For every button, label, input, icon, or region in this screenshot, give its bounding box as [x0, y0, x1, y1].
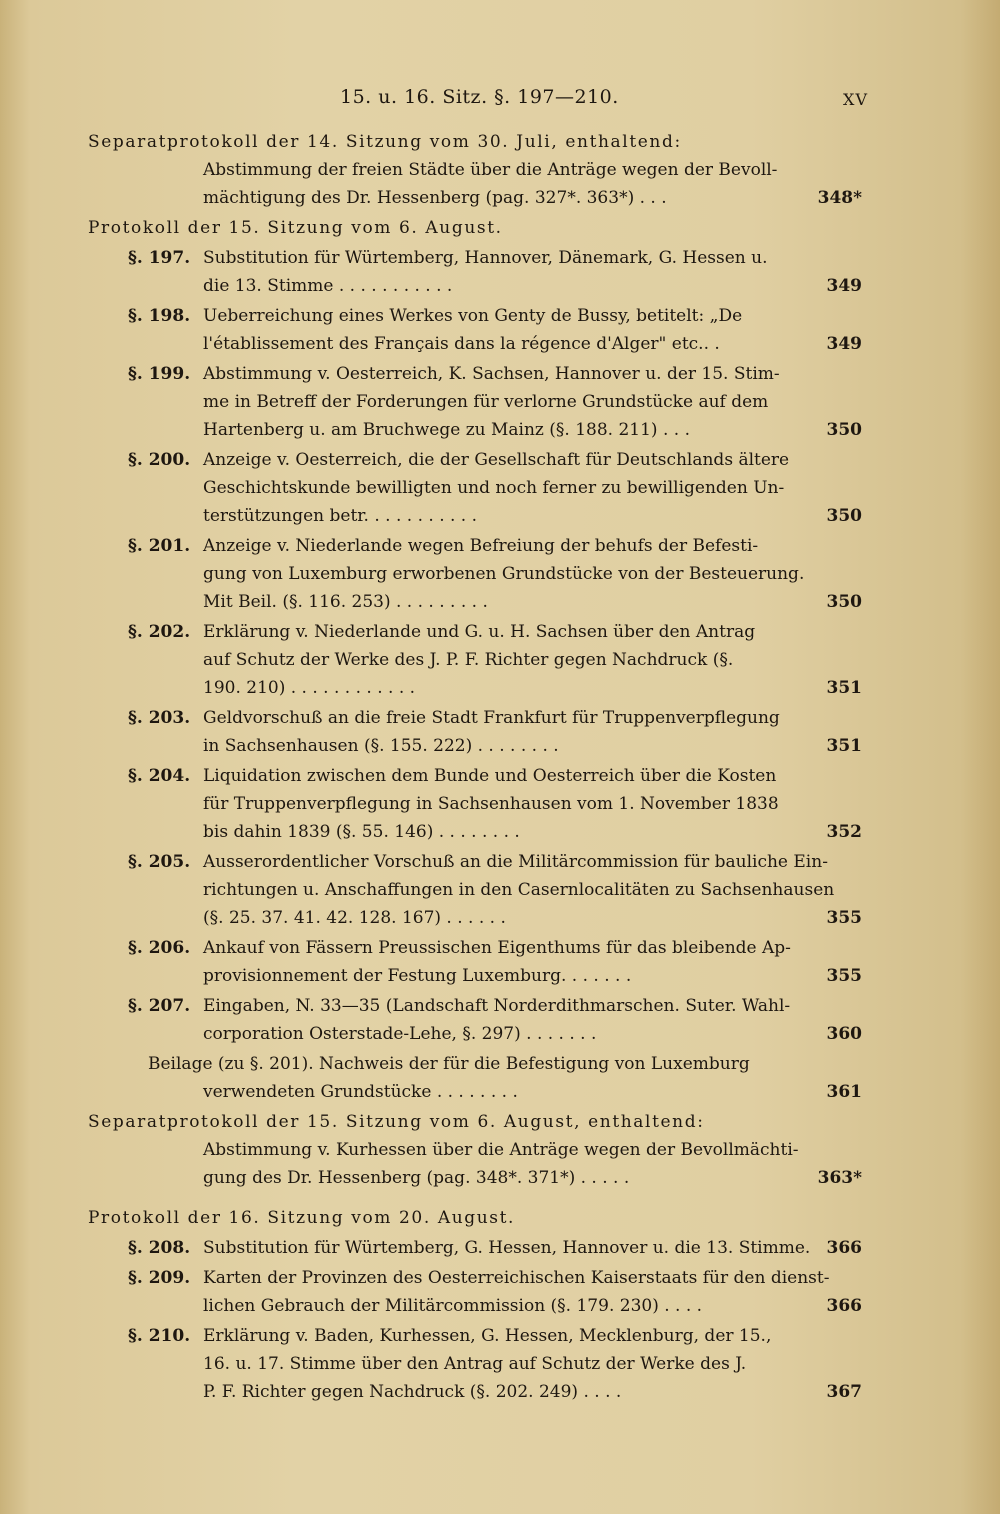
entry-text: Karten der Provinzen des Oesterreichischen Kaiserstaats für den dienst-: [203, 1268, 830, 1288]
entry-text: Anzeige v. Niederlande wegen Befreiung der behufs der Befesti-: [203, 536, 759, 556]
entry-text: auf Schutz der Werke des J. P. F. Richter gegen Nachdruck (§.: [203, 650, 734, 670]
paragraph-number: §. 207.: [128, 996, 191, 1016]
toc-heading-protokoll-16: [88, 1204, 862, 1232]
entry-text: Abstimmung v. Oesterreich, K. Sachsen, Hannover u. der 15. Stim-: [203, 364, 780, 384]
section-heading: Separatprotokoll der 15. Sitzung vom 6. August, enthaltend:: [88, 1112, 705, 1132]
entry-text: Geschichtskunde bewilligten und noch ferner zu bewilligenden Un-: [203, 478, 785, 498]
page-number: 351: [826, 678, 862, 698]
entry-text: bis dahin 1839 (§. 55. 146) . . . . . . . .: [203, 822, 520, 842]
page-roman-numeral: XV: [843, 90, 868, 109]
toc-entry: [88, 302, 862, 358]
entry-text: Erklärung v. Niederlande und G. u. H. Sachsen über den Antrag: [203, 622, 756, 642]
entry-text: corporation Osterstade-Lehe, §. 297) . . . . . . .: [203, 1024, 597, 1044]
entry-text: in Sachsenhausen (§. 155. 222) . . . . . . . .: [203, 736, 559, 756]
entry-text: Abstimmung der freien Städte über die Anträge wegen der Bevoll-: [203, 160, 778, 180]
entry-text: verwendeten Grundstücke . . . . . . . .: [203, 1082, 518, 1102]
entry-text: richtungen u. Anschaffungen in den Casernlocalitäten zu Sachsenhausen: [203, 880, 835, 900]
section-heading: Separatprotokoll der 14. Sitzung vom 30. Juli, enthaltend:: [88, 132, 682, 152]
toc-entry: [88, 446, 862, 530]
toc-entry: [88, 762, 862, 846]
entry-text: Beilage (zu §. 201). Nachweis der für die Befestigung von Luxemburg: [148, 1054, 750, 1074]
toc-entry: [88, 532, 862, 616]
paragraph-number: §. 202.: [128, 622, 191, 642]
entry-text: Ueberreichung eines Werkes von Genty de Bussy, betitelt: „De: [203, 306, 743, 326]
toc-entry: [88, 360, 862, 444]
entry-text: gung des Dr. Hessenberg (pag. 348*. 371*) . . . . .: [203, 1168, 630, 1188]
toc-entry-separatprotokoll-15: [88, 1108, 862, 1192]
entry-text: Substitution für Würtemberg, G. Hessen, Hannover u. die 13. Stimme.: [203, 1238, 811, 1258]
page-number: 366: [826, 1296, 862, 1316]
page-number: 348*: [817, 188, 862, 208]
paragraph-number: §. 208.: [128, 1238, 191, 1258]
entry-text: für Truppenverpflegung in Sachsenhausen vom 1. November 1838: [203, 794, 779, 814]
toc-entry: [88, 848, 862, 932]
page-number: 360: [826, 1024, 862, 1044]
toc-entry: [88, 1264, 862, 1320]
paragraph-number: §. 201.: [128, 536, 191, 556]
entry-text: Substitution für Würtemberg, Hannover, Dänemark, G. Hessen u.: [203, 248, 768, 268]
header-title: 15. u. 16. Sitz. §. 197—210.: [340, 86, 619, 108]
entry-text: lichen Gebrauch der Militärcommission (§. 179. 230) . . . .: [203, 1296, 703, 1316]
entry-text: gung von Luxemburg erworbenen Grundstücke von der Besteuerung.: [203, 564, 805, 584]
paragraph-number: §. 199.: [128, 364, 191, 384]
paragraph-number: §. 198.: [128, 306, 191, 326]
toc-entry-separatprotokoll-14: [88, 128, 862, 212]
section-heading: Protokoll der 16. Sitzung vom 20. August.: [88, 1208, 516, 1228]
running-header: [0, 86, 1000, 116]
paragraph-number: §. 204.: [128, 766, 191, 786]
entry-text: l'établissement des Français dans la régence d'Alger" etc.. .: [203, 334, 720, 354]
page-number: 349: [826, 276, 862, 296]
toc-entry: [88, 244, 862, 300]
entry-text: mächtigung des Dr. Hessenberg (pag. 327*. 363*) . . .: [203, 188, 667, 208]
entry-text: Ankauf von Fässern Preussischen Eigenthums für das bleibende Ap-: [203, 938, 791, 958]
paragraph-number: §. 206.: [128, 938, 191, 958]
entry-text: Eingaben, N. 33—35 (Landschaft Norderdithmarschen. Suter. Wahl-: [203, 996, 791, 1016]
entry-text: 190. 210) . . . . . . . . . . . .: [203, 678, 416, 698]
paragraph-number: §. 209.: [128, 1268, 191, 1288]
paragraph-number: §. 205.: [128, 852, 191, 872]
entry-text: terstützungen betr. . . . . . . . . . .: [203, 506, 478, 526]
entry-text: Liquidation zwischen dem Bunde und Oesterreich über die Kosten: [203, 766, 777, 786]
paragraph-number: §. 200.: [128, 450, 191, 470]
entry-text: Abstimmung v. Kurhessen über die Anträge wegen der Bevollmächti-: [203, 1140, 799, 1160]
page-number: 363*: [817, 1168, 862, 1188]
entry-text: P. F. Richter gegen Nachdruck (§. 202. 249) . . . .: [203, 1382, 622, 1402]
section-heading: Protokoll der 15. Sitzung vom 6. August.: [88, 218, 503, 238]
entry-text: Hartenberg u. am Bruchwege zu Mainz (§. 188. 211) . . .: [203, 420, 690, 440]
page-number: 367: [826, 1382, 862, 1402]
entry-text: 16. u. 17. Stimme über den Antrag auf Schutz der Werke des J.: [203, 1354, 747, 1374]
toc-entry: [88, 934, 862, 990]
entry-text: provisionnement der Festung Luxemburg. . . . . . .: [203, 966, 632, 986]
toc-heading-protokoll-15: [88, 214, 862, 242]
page-number: 355: [826, 966, 862, 986]
toc-entry: [88, 1322, 862, 1406]
page-number: 361: [826, 1082, 862, 1102]
toc-entry: [88, 618, 862, 702]
paragraph-number: §. 203.: [128, 708, 191, 728]
table-of-contents: [88, 128, 862, 1408]
toc-entry-beilage: [88, 1050, 862, 1106]
paragraph-number: §. 210.: [128, 1326, 191, 1346]
page-number: 349: [826, 334, 862, 354]
page-number: 351: [826, 736, 862, 756]
page-number: 350: [826, 592, 862, 612]
toc-entry: [88, 1234, 862, 1262]
entry-text: me in Betreff der Forderungen für verlorne Grundstücke auf dem: [203, 392, 769, 412]
entry-text: (§. 25. 37. 41. 42. 128. 167) . . . . . .: [203, 908, 506, 928]
entry-text: die 13. Stimme . . . . . . . . . . .: [203, 276, 453, 296]
entry-text: Geldvorschuß an die freie Stadt Frankfurt für Truppenverpflegung: [203, 708, 780, 728]
toc-entry: [88, 704, 862, 760]
entry-text: Ausserordentlicher Vorschuß an die Militärcommission für bauliche Ein-: [203, 852, 828, 872]
entry-text: Mit Beil. (§. 116. 253) . . . . . . . . .: [203, 592, 488, 612]
page-number: 350: [826, 420, 862, 440]
page-number: 352: [826, 822, 862, 842]
entry-text: Anzeige v. Oesterreich, die der Gesellschaft für Deutschlands ältere: [203, 450, 790, 470]
page-number: 355: [826, 908, 862, 928]
toc-entry: [88, 992, 862, 1048]
paragraph-number: §. 197.: [128, 248, 191, 268]
page-number: 366: [826, 1238, 862, 1258]
page-number: 350: [826, 506, 862, 526]
entry-text: Erklärung v. Baden, Kurhessen, G. Hessen, Mecklenburg, der 15.,: [203, 1326, 772, 1346]
